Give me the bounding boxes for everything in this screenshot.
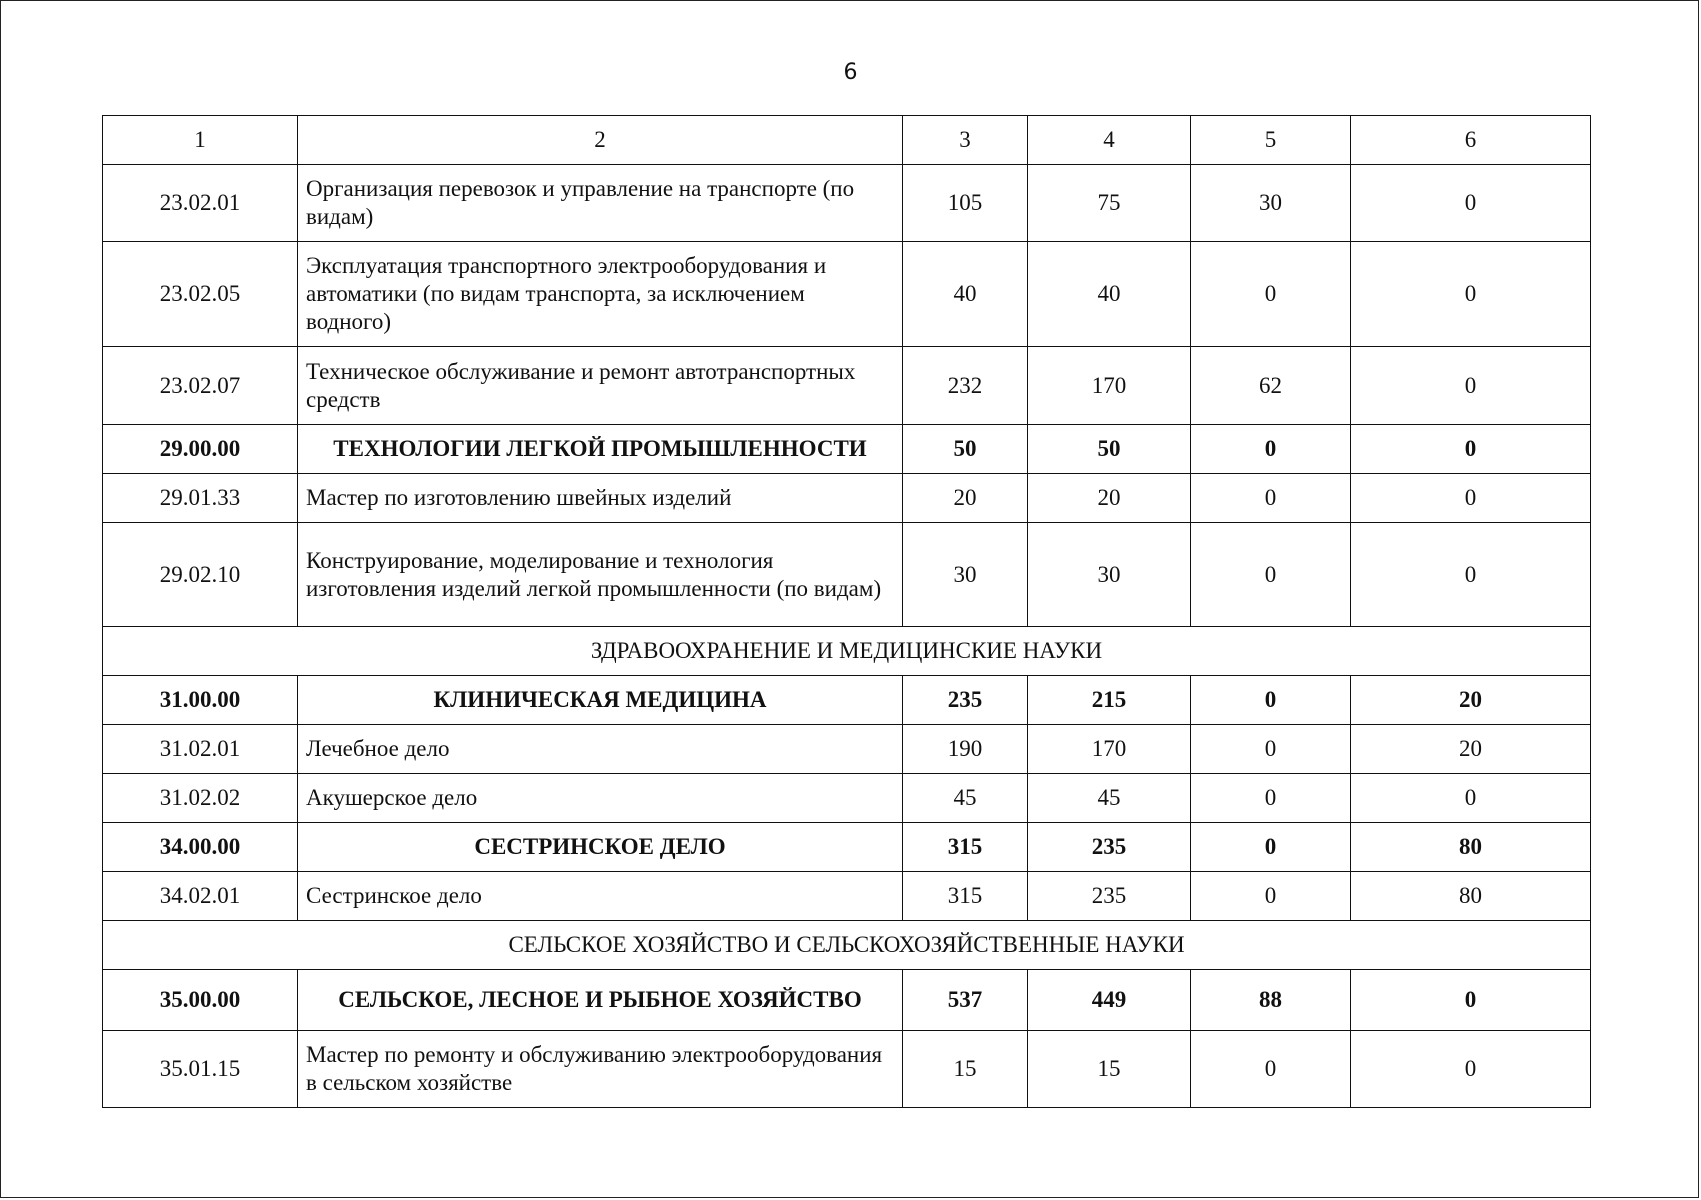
- row-col5: 0: [1191, 872, 1351, 921]
- row-col4: 449: [1028, 970, 1191, 1031]
- row-col4: 215: [1028, 676, 1191, 725]
- row-col5: 0: [1191, 474, 1351, 523]
- row-name: ТЕХНОЛОГИИ ЛЕГКОЙ ПРОМЫШЛЕННОСТИ: [298, 425, 903, 474]
- section-heading: СЕЛЬСКОЕ ХОЗЯЙСТВО И СЕЛЬСКОХОЗЯЙСТВЕННЫЕ НАУКИ: [103, 921, 1591, 970]
- row-col5: 0: [1191, 242, 1351, 347]
- row-col4: 50: [1028, 425, 1191, 474]
- row-col4: 15: [1028, 1031, 1191, 1108]
- row-code: 29.02.10: [103, 523, 298, 627]
- row-col3: 45: [903, 774, 1028, 823]
- row-code: 31.02.01: [103, 725, 298, 774]
- table-row-group: [103, 823, 1591, 872]
- row-col5: 0: [1191, 1031, 1351, 1108]
- row-col6: 0: [1351, 523, 1591, 627]
- row-col6: 0: [1351, 474, 1591, 523]
- row-col6: 20: [1351, 725, 1591, 774]
- row-name: Эксплуатация транспортного электрооборудования и автоматики (по видам транспорта, за исключением водного): [298, 242, 903, 347]
- row-col5: 0: [1191, 425, 1351, 474]
- row-col6: 0: [1351, 425, 1591, 474]
- row-name: СЕЛЬСКОЕ, ЛЕСНОЕ И РЫБНОЕ ХОЗЯЙСТВО: [298, 970, 903, 1031]
- row-col3: 235: [903, 676, 1028, 725]
- header-cell: 6: [1351, 116, 1591, 165]
- row-name: Сестринское дело: [298, 872, 903, 921]
- row-col4: 30: [1028, 523, 1191, 627]
- row-col4: 40: [1028, 242, 1191, 347]
- row-code: 35.01.15: [103, 1031, 298, 1108]
- row-col5: 0: [1191, 774, 1351, 823]
- row-col6: 20: [1351, 676, 1591, 725]
- row-col4: 20: [1028, 474, 1191, 523]
- table-row-group: [103, 970, 1591, 1031]
- section-row: [103, 921, 1591, 970]
- row-col3: 105: [903, 165, 1028, 242]
- row-col6: 80: [1351, 823, 1591, 872]
- table-row: [103, 474, 1591, 523]
- row-col6: 0: [1351, 970, 1591, 1031]
- table-row: [103, 523, 1591, 627]
- row-col3: 50: [903, 425, 1028, 474]
- row-col6: 0: [1351, 165, 1591, 242]
- row-col4: 170: [1028, 347, 1191, 425]
- table-row-group: [103, 676, 1591, 725]
- row-code: 35.00.00: [103, 970, 298, 1031]
- row-col3: 190: [903, 725, 1028, 774]
- row-col5: 0: [1191, 725, 1351, 774]
- header-cell: 2: [298, 116, 903, 165]
- row-col3: 40: [903, 242, 1028, 347]
- row-code: 34.00.00: [103, 823, 298, 872]
- table-row: [103, 242, 1591, 347]
- row-col4: 75: [1028, 165, 1191, 242]
- table-header-row: [103, 116, 1591, 165]
- table-row: [103, 774, 1591, 823]
- row-col3: 315: [903, 872, 1028, 921]
- page-number: 6: [843, 60, 858, 85]
- row-name: Конструирование, моделирование и технология изготовления изделий легкой промышленности (по видам): [298, 523, 903, 627]
- row-col3: 315: [903, 823, 1028, 872]
- row-col4: 235: [1028, 872, 1191, 921]
- row-col5: 30: [1191, 165, 1351, 242]
- row-code: 31.02.02: [103, 774, 298, 823]
- row-col3: 20: [903, 474, 1028, 523]
- row-code: 29.01.33: [103, 474, 298, 523]
- header-cell: 3: [903, 116, 1028, 165]
- row-code: 31.00.00: [103, 676, 298, 725]
- row-col3: 537: [903, 970, 1028, 1031]
- row-name: Лечебное дело: [298, 725, 903, 774]
- row-col5: 0: [1191, 523, 1351, 627]
- row-code: 23.02.01: [103, 165, 298, 242]
- row-col6: 0: [1351, 774, 1591, 823]
- table-row-group: [103, 425, 1591, 474]
- row-col5: 88: [1191, 970, 1351, 1031]
- data-table: [102, 115, 1591, 1108]
- row-name: СЕСТРИНСКОЕ ДЕЛО: [298, 823, 903, 872]
- row-col3: 15: [903, 1031, 1028, 1108]
- table-row: [103, 725, 1591, 774]
- row-col6: 0: [1351, 347, 1591, 425]
- section-heading: ЗДРАВООХРАНЕНИЕ И МЕДИЦИНСКИЕ НАУКИ: [103, 627, 1591, 676]
- row-col4: 235: [1028, 823, 1191, 872]
- row-name: Техническое обслуживание и ремонт автотранспортных средств: [298, 347, 903, 425]
- row-col5: 0: [1191, 676, 1351, 725]
- table-row: [103, 1031, 1591, 1108]
- row-col4: 45: [1028, 774, 1191, 823]
- row-code: 29.00.00: [103, 425, 298, 474]
- section-row: [103, 627, 1591, 676]
- row-name: КЛИНИЧЕСКАЯ МЕДИЦИНА: [298, 676, 903, 725]
- row-name: Акушерское дело: [298, 774, 903, 823]
- row-name: Мастер по ремонту и обслуживанию электрооборудования в сельском хозяйстве: [298, 1031, 903, 1108]
- row-col6: 0: [1351, 242, 1591, 347]
- row-code: 34.02.01: [103, 872, 298, 921]
- header-cell: 1: [103, 116, 298, 165]
- row-name: Мастер по изготовлению швейных изделий: [298, 474, 903, 523]
- header-cell: 5: [1191, 116, 1351, 165]
- row-col3: 232: [903, 347, 1028, 425]
- table-row: [103, 872, 1591, 921]
- row-col6: 80: [1351, 872, 1591, 921]
- row-name: Организация перевозок и управление на транспорте (по видам): [298, 165, 903, 242]
- header-cell: 4: [1028, 116, 1191, 165]
- row-col5: 62: [1191, 347, 1351, 425]
- row-col3: 30: [903, 523, 1028, 627]
- table-row: [103, 165, 1591, 242]
- row-code: 23.02.07: [103, 347, 298, 425]
- row-code: 23.02.05: [103, 242, 298, 347]
- row-col5: 0: [1191, 823, 1351, 872]
- table-row: [103, 347, 1591, 425]
- row-col6: 0: [1351, 1031, 1591, 1108]
- row-col4: 170: [1028, 725, 1191, 774]
